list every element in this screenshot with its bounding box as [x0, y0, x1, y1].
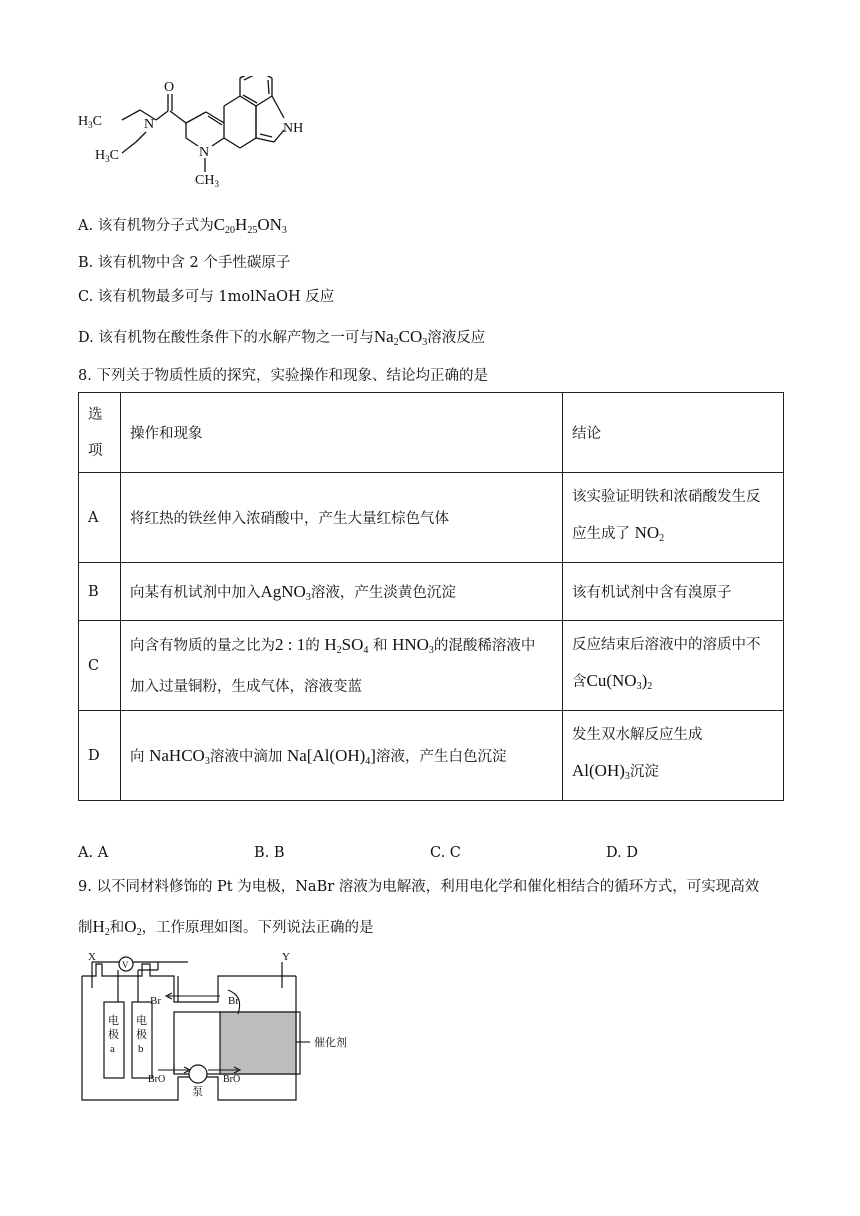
svg-text:H3C: [78, 114, 102, 130]
electrode-a-char2: 极: [108, 1029, 119, 1041]
table-header-row: [79, 393, 784, 473]
row-c-op-suffix: 的混酸稀溶液中: [433, 637, 536, 654]
row-c-op-prefix: 向含有物质的量之比为: [130, 637, 275, 654]
rb-agno: AgNO: [260, 581, 306, 601]
electrode-a-char3: a: [110, 1043, 115, 1055]
rd-aloh: Al(OH): [572, 760, 625, 780]
q9-stem-line2: [78, 918, 374, 938]
header-option-line2: 项: [88, 442, 103, 459]
ch3-label: CH: [195, 173, 215, 188]
q8-answer-a: A. A: [78, 845, 109, 861]
table-row: [79, 473, 784, 563]
row-d-op-suffix: 溶液，产生白色沉淀: [375, 748, 507, 765]
q9-o-sub: 2: [136, 927, 142, 938]
rc-cuno: Cu(NO: [586, 670, 637, 690]
row-c-op-line2: 加入过量铜粉，生成气体，溶液变蓝: [130, 678, 362, 695]
voltmeter-label: V: [122, 960, 129, 970]
q9-suffix: ，工作原理如图。下列说法正确的是: [141, 920, 374, 936]
row-b-option: B: [79, 563, 121, 621]
rc-so-sub: 4: [363, 644, 369, 656]
rd-naal-close: ]: [370, 745, 376, 765]
rb-agno-sub: 3: [305, 591, 311, 603]
oxygen-label: O: [164, 80, 175, 95]
fa-c: C: [213, 215, 226, 234]
row-b-operation: [121, 563, 563, 621]
row-a-conclusion-line1: 该实验证明铁和浓硝酸发生反: [572, 488, 761, 505]
ra-no-sub: 2: [659, 532, 665, 544]
fa-h: H: [235, 215, 248, 234]
rd-nahco-sub: 3: [204, 755, 210, 767]
q7-option-d-suffix: 溶液反应: [427, 330, 486, 346]
fa-on: ON: [257, 215, 282, 234]
svg-text:H3C: [95, 148, 119, 164]
fa-n-sub: 3: [281, 225, 287, 236]
bro3-left-label: BrO: [148, 1074, 166, 1085]
rc-cuno-sub2: 2: [647, 680, 653, 692]
h3c-top-c: C: [92, 114, 102, 129]
nh-label: NH: [283, 121, 304, 136]
rc-h: H: [324, 634, 337, 654]
q8-stem: 8. 下列关于物质性质的探究，实验操作和现象、结论均正确的是: [78, 368, 488, 384]
rd-naal-sub: 4: [365, 755, 371, 767]
row-c-and: 和: [372, 637, 388, 654]
h3c-bottom-sub: 3: [105, 154, 110, 164]
row-d-op-mid: 溶液中滴加: [209, 748, 283, 765]
row-c-option: C: [79, 621, 121, 711]
row-c-conclusion-formula: [587, 671, 653, 690]
amide-n-label: N: [144, 117, 155, 132]
q7-option-d: [78, 328, 485, 348]
h3c-top-h: H: [78, 114, 89, 129]
rd-naal: Na[Al(OH): [286, 745, 366, 765]
q9-o2: [124, 917, 141, 936]
row-c-formula1: [324, 635, 368, 654]
q8-answer-c: C. C: [430, 845, 461, 861]
row-b-op-suffix: 溶液，产生淡黄色沉淀: [310, 584, 456, 601]
x-label: X: [88, 952, 96, 963]
fd-co: CO: [398, 327, 423, 346]
table-row: [79, 563, 784, 621]
q9-prefix: 制: [78, 920, 93, 936]
q9-h: H: [92, 917, 105, 936]
rc-hno-sub: 3: [428, 644, 434, 656]
fd-na: Na: [373, 327, 394, 346]
q9-h-sub: 2: [104, 927, 110, 938]
row-d-conclusion-formula: [572, 761, 630, 780]
row-d-operation: [121, 711, 563, 801]
h3c-top-sub: 3: [88, 120, 93, 130]
row-b-op-prefix: 向某有机试剂中加入: [130, 584, 261, 601]
row-c-ratio: 2 : 1: [275, 634, 306, 654]
row-b-formula: [261, 582, 311, 601]
row-d-conclusion: [563, 711, 784, 801]
fa-h-sub: 25: [247, 225, 258, 236]
catalyst-block: [220, 1012, 296, 1074]
rd-aloh-sub: 3: [624, 770, 630, 782]
row-d-formula2: [287, 746, 376, 765]
molecule-structure: [78, 76, 318, 194]
row-d-conclusion-suffix: 沉淀: [629, 763, 659, 780]
row-d-formula1: [149, 746, 210, 765]
y-label: Y: [282, 952, 290, 963]
row-d-conclusion-line1: 发生双水解反应生成: [572, 726, 703, 743]
header-option: [79, 393, 121, 473]
rc-so: SO: [341, 634, 364, 654]
br-right-label: Br: [228, 995, 239, 1007]
fd-co-sub: 3: [422, 337, 428, 348]
q7-option-a-text: A. 该有机物分子式为: [78, 218, 214, 234]
header-option-line1: 选: [88, 406, 103, 423]
row-c-conclusion-line1: 反应结束后溶液中的溶质中不: [572, 636, 761, 653]
pump-icon: [189, 1065, 207, 1083]
q8-answer-b: B. B: [254, 845, 285, 861]
h3c-bottom-c: C: [109, 148, 119, 163]
q7-option-b: B. 该有机物中含 2 个手性碳原子: [78, 255, 291, 271]
header-operation: 操作和现象: [121, 393, 563, 473]
rd-nahco: NaHCO: [149, 745, 205, 765]
q8-table: [78, 392, 784, 801]
row-d-op-prefix: 向: [130, 748, 145, 765]
electrode-b-char1: 电: [136, 1015, 147, 1027]
rc-hno: HNO: [392, 634, 429, 654]
row-a-formula: [635, 523, 665, 542]
bro3-right-label: BrO: [223, 1074, 241, 1085]
rc-h-sub: 2: [336, 644, 342, 656]
q7-option-d-formula: [374, 327, 427, 346]
svg-text:CH3: [195, 173, 219, 189]
h3c-bottom-h: H: [95, 148, 106, 163]
row-a-option: A: [79, 473, 121, 563]
electrode-a-char1: 电: [108, 1015, 119, 1027]
row-c-conclusion-prefix: 含: [572, 673, 587, 690]
header-conclusion: 结论: [563, 393, 784, 473]
table-row: [79, 711, 784, 801]
q7-option-a: [78, 216, 287, 236]
row-b-conclusion: 该有机试剂中含有溴原子: [563, 563, 784, 621]
ch3-sub: 3: [214, 179, 219, 189]
q9-h2: [93, 917, 110, 936]
q9-o: O: [124, 917, 137, 936]
rc-cuno-sub1: 3: [636, 680, 642, 692]
row-c-conclusion: [563, 621, 784, 711]
q7-option-d-text: D. 该有机物在酸性条件下的水解产物之一可与: [78, 330, 374, 346]
q8-answer-d: D. D: [606, 845, 638, 861]
pump-label: 泵: [192, 1086, 203, 1098]
row-c-op-mid: 的: [305, 637, 320, 654]
fa-c-sub: 20: [225, 225, 236, 236]
row-c-formula2: [392, 635, 434, 654]
ring-n-label: N: [199, 145, 210, 160]
catalyst-label: 催化剂: [314, 1037, 347, 1049]
q7-option-a-formula: [214, 215, 287, 234]
q7-option-c: C. 该有机物最多可与 1molNaOH 反应: [78, 289, 335, 305]
ra-no: NO: [634, 522, 660, 542]
rc-cuno-close: ): [641, 670, 648, 690]
q9-and: 和: [109, 920, 125, 936]
row-a-conclusion-line2: 应生成了: [572, 525, 630, 542]
row-c-operation: [121, 621, 563, 711]
row-a-conclusion: [563, 473, 784, 563]
br-left-label: Br: [150, 995, 161, 1007]
table-row: [79, 621, 784, 711]
row-a-operation: 将红热的铁丝伸入浓硝酸中，产生大量红棕色气体: [121, 473, 563, 563]
row-d-option: D: [79, 711, 121, 801]
electrode-b-char3: b: [138, 1043, 144, 1055]
q9-stem-line1: 9. 以不同材料修饰的 Pt 为电极，NaBr 溶液为电解液，利用电化学和催化相结合的循环方式，可实现高效: [78, 879, 760, 895]
electrolysis-diagram: [78, 952, 368, 1102]
electrode-b-char2: 极: [136, 1029, 147, 1041]
fd-na-sub: 2: [393, 337, 399, 348]
